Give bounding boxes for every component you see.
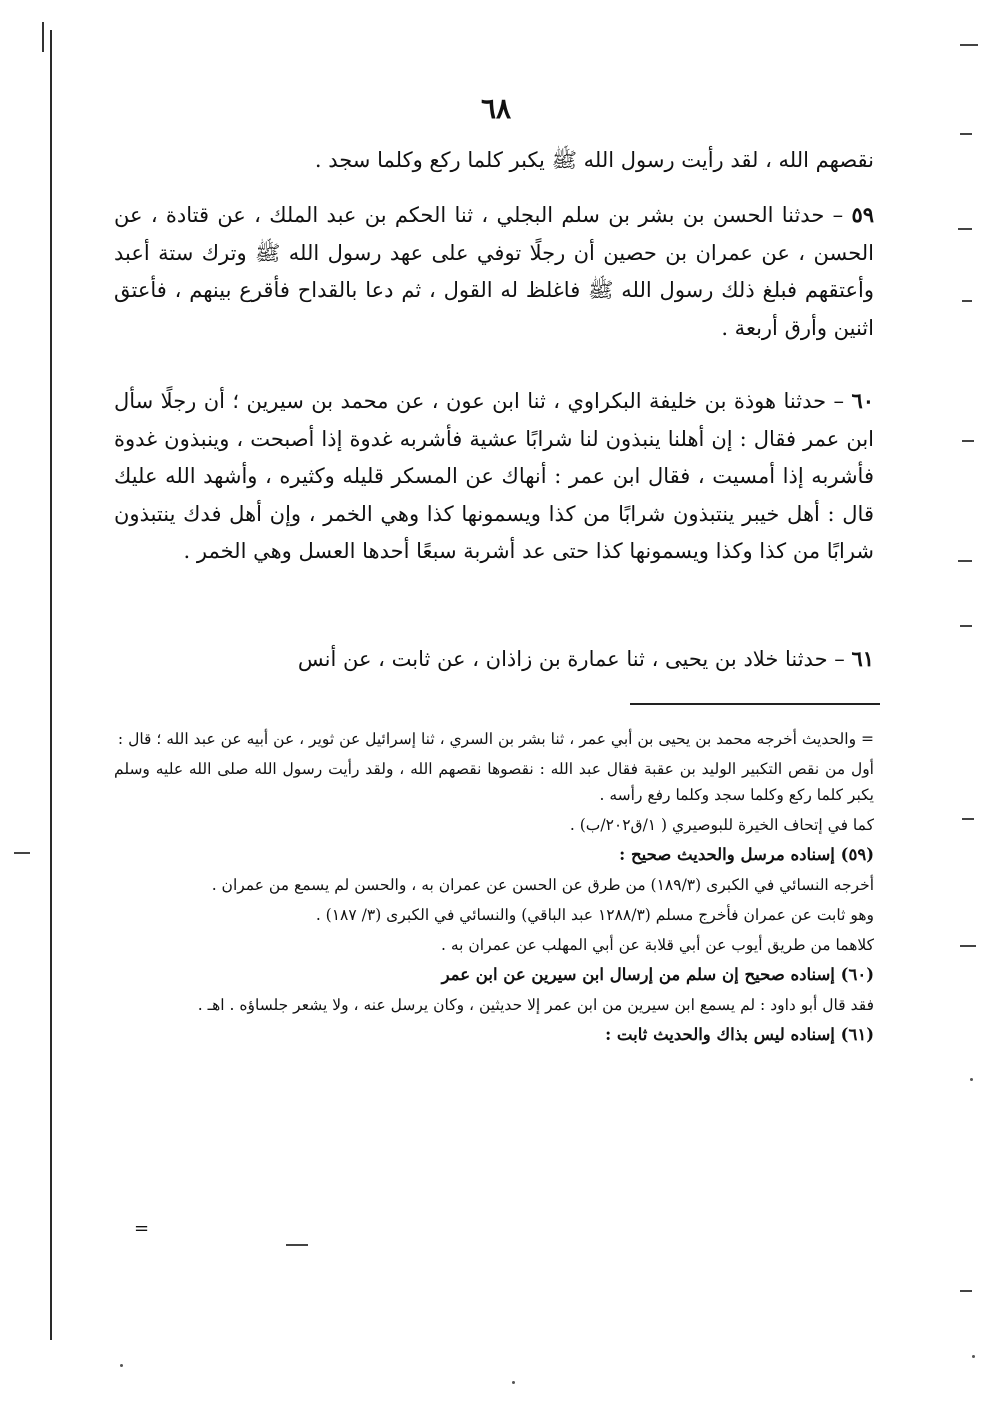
margin-dash (14, 852, 30, 854)
margin-dash (960, 1290, 972, 1292)
margin-dash (286, 1244, 308, 1246)
hadith-59 (114, 196, 874, 347)
margin-dash (960, 625, 972, 627)
hadith-60 (114, 382, 874, 571)
margin-dash (960, 44, 978, 46)
continuation-line: نقصهم الله ، لقد رأيت رسول الله ﷺ يكبر كلما ركع وكلما سجد . (314, 148, 874, 172)
margin-dash (962, 300, 972, 302)
hadith-number: ٦١ (851, 646, 874, 671)
footnote-58-line-2: أول من نقص التكبير الوليد بن عقبة فقال عبد الله : نقصوها نقصهم الله ، ولقد رأيت رسول الله صلى الله عليه وسلم يكبر كلما ركع وكلما سجد وكلما رفع رأسه . (114, 760, 874, 804)
footnote-58-line-3: كما في إتحاف الخيرة للبوصيري ( ١/ق٢٠٢/ب) . (569, 816, 874, 834)
margin-dash (962, 440, 974, 442)
margin-dash (962, 818, 974, 820)
scan-speck (512, 1381, 515, 1384)
hadith-61 (114, 640, 874, 679)
trailing-continuation-mark: = (134, 1218, 150, 1239)
hadith-text: – حدثنا الحسن بن بشر بن سلم البجلي ، ثنا الحكم بن عبد الملك ، عن قتادة ، عن الحسن ، عن عمران بن حصين أن رجلًا توفي على عهد رسول الله ﷺ وترك ستة أعبد وأعتقهم فبلغ ذلك رسول الله ﷺ فاغلظ له القول ، ثم دعا بالقداح فأقرع بينهم ، فأعتق اثنين وأرق أربعة . (114, 203, 874, 340)
footnote-58-line-1: = والحديث أخرجه محمد بن يحيى بن أبي عمر ، ثنا بشر بن السري ، ثنا إسرائيل عن ثوير ، عن أبيه عن عبد الله ؛ قال : (117, 730, 874, 748)
page-number: ٦٨ (480, 92, 512, 125)
scan-speck (120, 1364, 123, 1367)
margin-dash (958, 560, 972, 562)
hadith-number: ٥٩ (851, 202, 874, 227)
footnote-61-heading: (٦١) إسناده ليس بذاك والحديث ثابت : (605, 1025, 874, 1044)
footnote-59-heading: (٥٩) إسناده مرسل والحديث صحيح : (619, 845, 874, 864)
hadith-text: – حدثنا خلاد بن يحيى ، ثنا عمارة بن زاذان ، عن ثابت ، عن أنس (297, 647, 845, 671)
hadith-text: – حدثنا هوذة بن خليفة البكراوي ، ثنا ابن عون ، عن محمد بن سيرين ؛ أن رجلًا سأل ابن عمر فقال : إن أهلنا ينبذون لنا شرابًا عشية فأشربه غدوة إذا أصبحت ، وينبذون غدوة فأشربه إذا أمسيت ، فقال ابن عمر : أنهاك عن المسكر قليله وكثيره ، وأشهد الله عليك قال : أهل خيبر ينتبذون شرابًا من كذا ويسمونها كذا وهي الخمر ، وإن أهل فدك ينتبذون شرابًا من كذا وكذا ويسمونها كذا حتى عد أشربة سبعًا أحدها العسل وهي الخمر . (114, 389, 874, 563)
margin-dash (958, 228, 972, 230)
footnotes (114, 726, 874, 1052)
footnote-60-line-1: فقد قال أبو داود : لم يسمع ابن سيرين من ابن عمر إلا حديثين ، وكان يرسل عنه ، ولا يشعر جلساؤه . اهـ . (197, 996, 874, 1014)
scan-binding-edge (50, 30, 52, 1340)
margin-dash (960, 945, 976, 947)
margin-dash (960, 133, 972, 135)
footnote-divider (630, 703, 880, 705)
footnote-60-heading: (٦٠) إسناده صحيح إن سلم من إرسال ابن سيرين عن ابن عمر (441, 965, 874, 984)
hadith-number: ٦٠ (851, 388, 874, 413)
footnote-59-line-3: كلاهما من طريق أيوب عن أبي قلابة عن أبي المهلب عن عمران به . (441, 936, 874, 954)
scan-speck (972, 1355, 975, 1358)
scan-speck (970, 1078, 973, 1081)
footnote-59-line-2: وهو ثابت عن عمران فأخرج مسلم (١٢٨٨/٣ عبد الباقي) والنسائي في الكبرى (٣/ ١٨٧) . (315, 906, 874, 924)
scan-corner-mark (28, 22, 44, 52)
footnote-59-line-1: أخرجه النسائي في الكبرى (١٨٩/٣) من طرق عن الحسن عن عمران به ، والحسن لم يسمع من عمران . (211, 876, 874, 894)
